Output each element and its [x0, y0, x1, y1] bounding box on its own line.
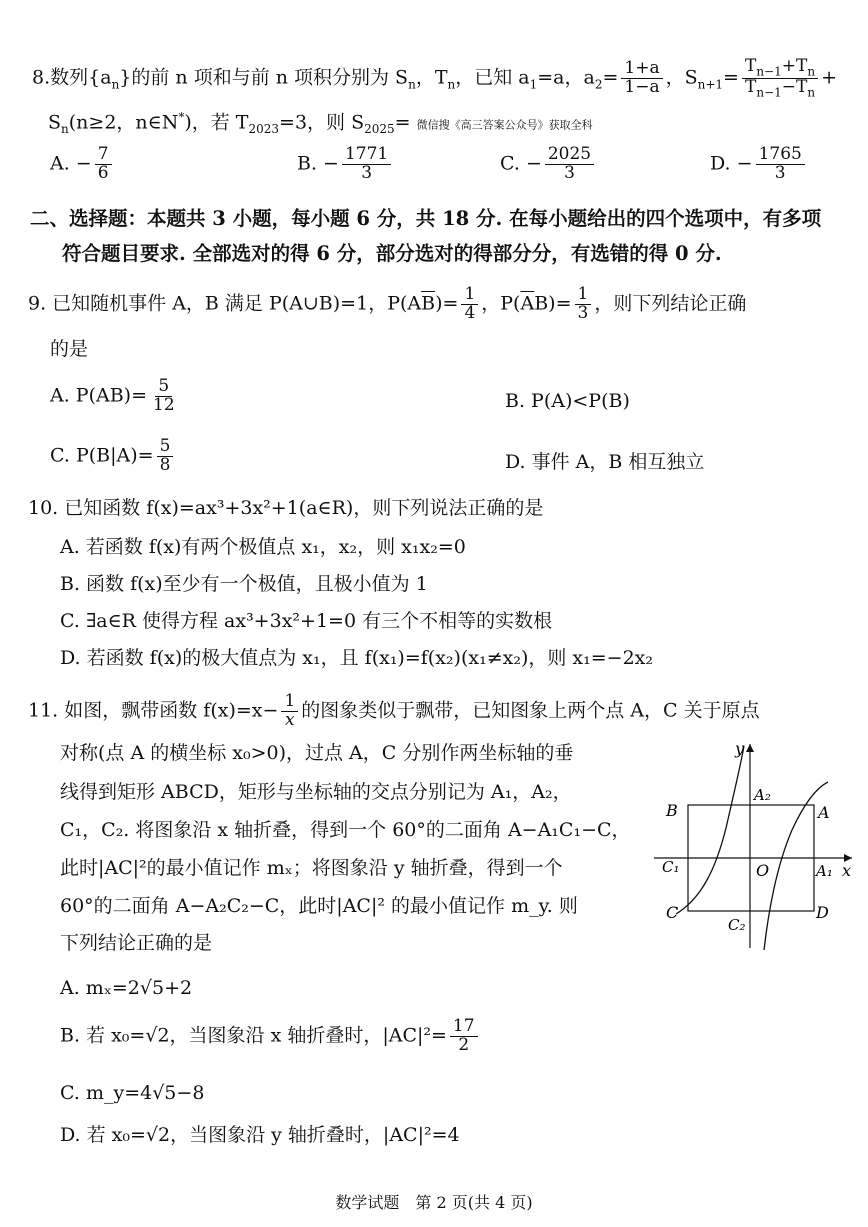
- q11-line4: C₁，C₂. 将图象沿 x 轴折叠，得到一个 60°的二面角 A−A₁C₁−C，: [60, 819, 631, 841]
- q11-line6: 60°的二面角 A−A₂C₂−C，此时|AC|² 的最小值记作 m_y. 则: [60, 895, 578, 917]
- section2-heading-line2: 符合题目要求. 全部选对的得 6 分，部分选对的得部分分，有选错的得 0 分.: [62, 242, 722, 265]
- q10-option-d: D. 若函数 f(x)的极大值点为 x₁，且 f(x₁)=f(x₂)(x₁≠x₂)，则 x₁=−2x₂: [60, 647, 653, 669]
- q9-stem: 9. 已知随机事件 A，B 满足 P(A∪B)=1，$P(A\overline{B})=$ $\frac{1}{4}$ ，$P(\overline{A}B)=$ $\frac{1}{3}$ ，则下列结论正确: [28, 284, 747, 323]
- q9-option-c: C. P(B|A)= $\frac{5}{8}$: [50, 438, 176, 475]
- q10-stem: 10. 已知函数 f(x)=ax³+3x²+1(a∈R)，则下列说法正确的是: [28, 497, 544, 519]
- watermark-text: 微信搜《高三答案公众号》获取全科: [416, 118, 593, 132]
- label-O: O: [756, 861, 770, 880]
- section2-heading-line1: 二、选择题：本题共 3 小题，每小题 6 分，共 18 分. 在每小题给出的四个选项中，有多项: [30, 207, 822, 230]
- label-B: B: [666, 801, 678, 820]
- page-footer: 数学试题 第 2 页(共 4 页): [335, 1193, 533, 1212]
- q9-option-b: B. P(A)<P(B): [505, 390, 630, 412]
- q11-figure: [652, 738, 860, 950]
- label-x: x: [842, 861, 852, 880]
- label-C: C: [666, 903, 679, 922]
- label-D: D: [816, 903, 829, 922]
- q11-line2: 对称(点 A 的横坐标 x₀>0)，过点 A，C 分别作两坐标轴的垂: [60, 742, 574, 764]
- q11-line5: 此时|AC|²的最小值记作 mₓ；将图象沿 y 轴折叠，得到一个: [60, 857, 563, 879]
- label-y: y: [735, 739, 745, 758]
- q9-option-d: D. 事件 A，B 相互独立: [505, 451, 705, 473]
- q11-line3: 线得到矩形 ABCD，矩形与坐标轴的交点分别记为 A₁，A₂，: [60, 781, 572, 803]
- q11-option-b: B. 若 x₀=√2，当图象沿 x 轴折叠时，|AC|²= $\frac{17}{2}$: [60, 1018, 481, 1055]
- q8-option-d: D. − $\frac{1765}{3}$: [710, 146, 808, 183]
- y-axis-arrow: [746, 744, 754, 752]
- q10-option-a: A. 若函数 f(x)有两个极值点 x₁，x₂，则 x₁x₂=0: [60, 536, 466, 558]
- q11-option-d: D. 若 x₀=√2，当图象沿 y 轴折叠时，|AC|²=4: [60, 1124, 460, 1146]
- label-A: A: [818, 803, 830, 822]
- curve-left-branch: [676, 746, 744, 914]
- q9-stem-line2: 的是: [50, 338, 89, 360]
- label-A1: A₁: [816, 862, 833, 880]
- q8-line2: $S_n(n\ge 2$，n∈N*)，若 $T_{2023}=3$，则 $S_{2025}=$ 微信搜《高三答案公众号》获取全科: [48, 110, 593, 137]
- q8-line1: 8.数列$\{a_n\}$的前 n 项和与前 n 项积分别为 $S_n$，$T_n$，已知 $a_1=a$，$a_2=$ $\frac{1+a}{1-a}$ ，$S_{n+1}=$ $\frac{T_{n-1}+T_n}{T_{n-1}-T_n}$ +: [32, 56, 837, 100]
- q11-option-c: C. m_y=4√5−8: [60, 1082, 205, 1104]
- q10-option-b: B. 函数 f(x)至少有一个极值，且极小值为 1: [60, 573, 428, 595]
- q10-option-c: C. ∃a∈R 使得方程 ax³+3x²+1=0 有三个不相等的实数根: [60, 610, 553, 632]
- label-A2: A₂: [754, 786, 771, 804]
- label-C1: C₁: [662, 858, 680, 876]
- q8-option-a: A. − $\frac{7}{6}$: [50, 146, 115, 183]
- q8-frac-recurrence: $\frac{T_{n-1}+T_n}{T_{n-1}-T_n}$: [742, 58, 818, 99]
- q9-option-a: A. P(AB)= $\frac{5}{12}$: [50, 376, 175, 415]
- q8-option-b: B. − $\frac{1771}{3}$: [297, 146, 394, 183]
- q11-line7: 下列结论正确的是: [60, 932, 213, 954]
- label-C2: C₂: [728, 916, 746, 934]
- q11-stem: 11. 如图，飘带函数 f(x)=x− $\frac{1}{x}$ 的图象类似于飘带，已知图象上两个点 A，C 关于原点: [28, 691, 760, 730]
- q11-option-a: A. mₓ=2√5+2: [60, 977, 193, 999]
- q8-option-c: C. − $\frac{2025}{3}$: [500, 146, 597, 183]
- q8-frac-a2: $\frac{1+a}{1-a}$: [621, 60, 662, 97]
